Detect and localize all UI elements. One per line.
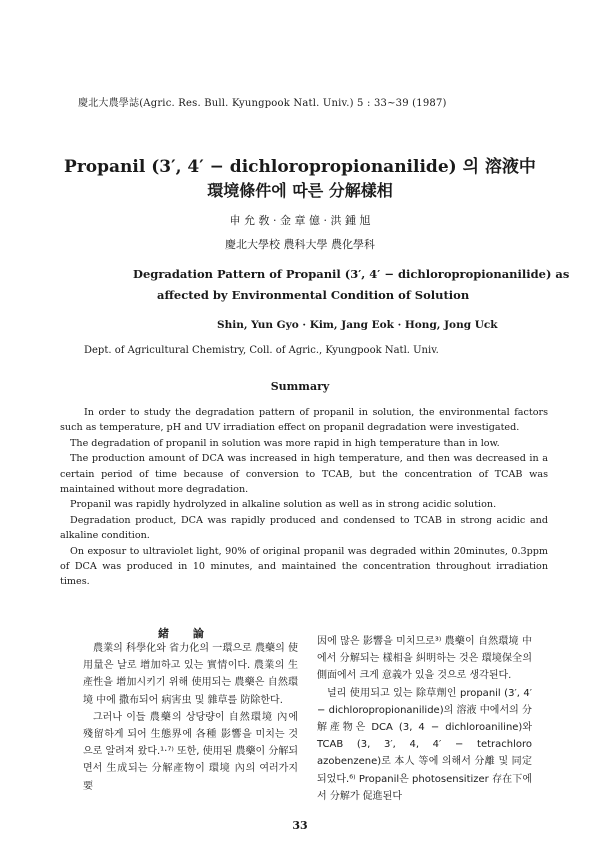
title-korean-line2: 環境條件에 따른 分解樣相 (207, 181, 393, 200)
affiliation-korean: 慶北大學校 農科大學 農化學科 (225, 238, 375, 251)
abstract-paragraph: Degradation product, DCA was rapidly produced and condensed to TCAB in strong acidic and alkaline condition. (60, 514, 548, 542)
page-number: 33 (292, 819, 308, 832)
journal-header: 慶北大農學誌(Agric. Res. Bull. Kyungpook Natl. Univ.) 5 : 33~39 (1987) (78, 98, 447, 109)
abstract-paragraph: On exposur to ultraviolet light, 90% of original propanil was degraded within 20minutes, 0.3ppm of DCA was produced in 10 minutes, and maintained the concentration throughout irradiation times. (60, 545, 548, 588)
affiliation-english: Dept. of Agricultural Chemistry, Coll. of Agric., Kyungpook Natl. Univ. (84, 345, 439, 356)
abstract-paragraph: The degradation of propanil in solution was more rapid in high temperature than in low. (70, 437, 500, 449)
title-korean-line1: Propanil (3′, 4′ − dichloropropionanilide) 의 溶液中 (64, 157, 536, 177)
authors-english: Shin, Yun Gyo · Kim, Jang Eok · Hong, Jong Uck (217, 319, 498, 331)
right-column (317, 633, 532, 805)
abstract-body (60, 405, 548, 590)
body-paragraph: 그러나 이들 農藥의 상당량이 自然環境 內에 殘留하게 되어 生態界에 各種 影響을 미치는 것으로 알려져 왔다.¹·⁷⁾ 또한, 使用된 農藥이 分解되면서 生成되는 分解產物이 環境 內의 여러가지 要 (83, 711, 299, 792)
abstract-paragraph: The production amount of DCA was increased in high temperature, and then was decreased in a certain period of time because of conversion to TCAB, but the concentration of TCAB was maintained without more degradation. (60, 453, 548, 496)
abstract-paragraph: Propanil was rapidly hydrolyzed in alkaline solution as well as in strong acidic solution. (70, 499, 497, 511)
abstract-paragraph: In order to study the degradation pattern of propanil in solution, the environmental factors such as temperature, pH and UV irradiation effect on propanil degradation were investigated. (60, 407, 548, 434)
introduction-heading: 緒 論 (158, 627, 214, 640)
summary-heading: Summary (270, 380, 330, 393)
title-english-line2: affected by Environmental Condition of Solution (157, 288, 470, 302)
title-english-line1: Degradation Pattern of Propanil (3′, 4′ − dichloropropionanilide) as (133, 267, 570, 281)
body-paragraph: 因에 많은 影響을 미치므로³⁾ 農藥이 自然環境 中에서 分解되는 樣相을 糾明하는 것은 環境保全의 側面에서 크게 意義가 있을 것으로 생각된다. (317, 636, 532, 682)
authors-korean: 申 允 敎 · 金 章 億 · 洪 鍾 旭 (229, 214, 371, 227)
body-paragraph: 널리 使用되고 있는 除草劑인 propanil (3′, 4′ − dichloropropionanilide)의 溶液 中에서의 分解產物은 DCA (3, 4 − dichloroaniline)와 TCAB (3, 3′, 4, 4′ − tetrachloro azobenzene)로 本人 等에 의해서 分離 및 同定되었다.⁶⁾ Propanil은 photosensitizer 存在下에서 分解가 促進된다 (317, 687, 532, 802)
body-paragraph: 農業의 科學化와 省力化의 一環으로 農藥의 使用量은 날로 增加하고 있는 實情이다. 農業의 生產性을 增加시키기 위해 使用되는 農藥은 自然環境 中에 撒布되어 病害虫 및 雜草를 防除한다. (83, 643, 298, 706)
left-column (83, 640, 298, 795)
